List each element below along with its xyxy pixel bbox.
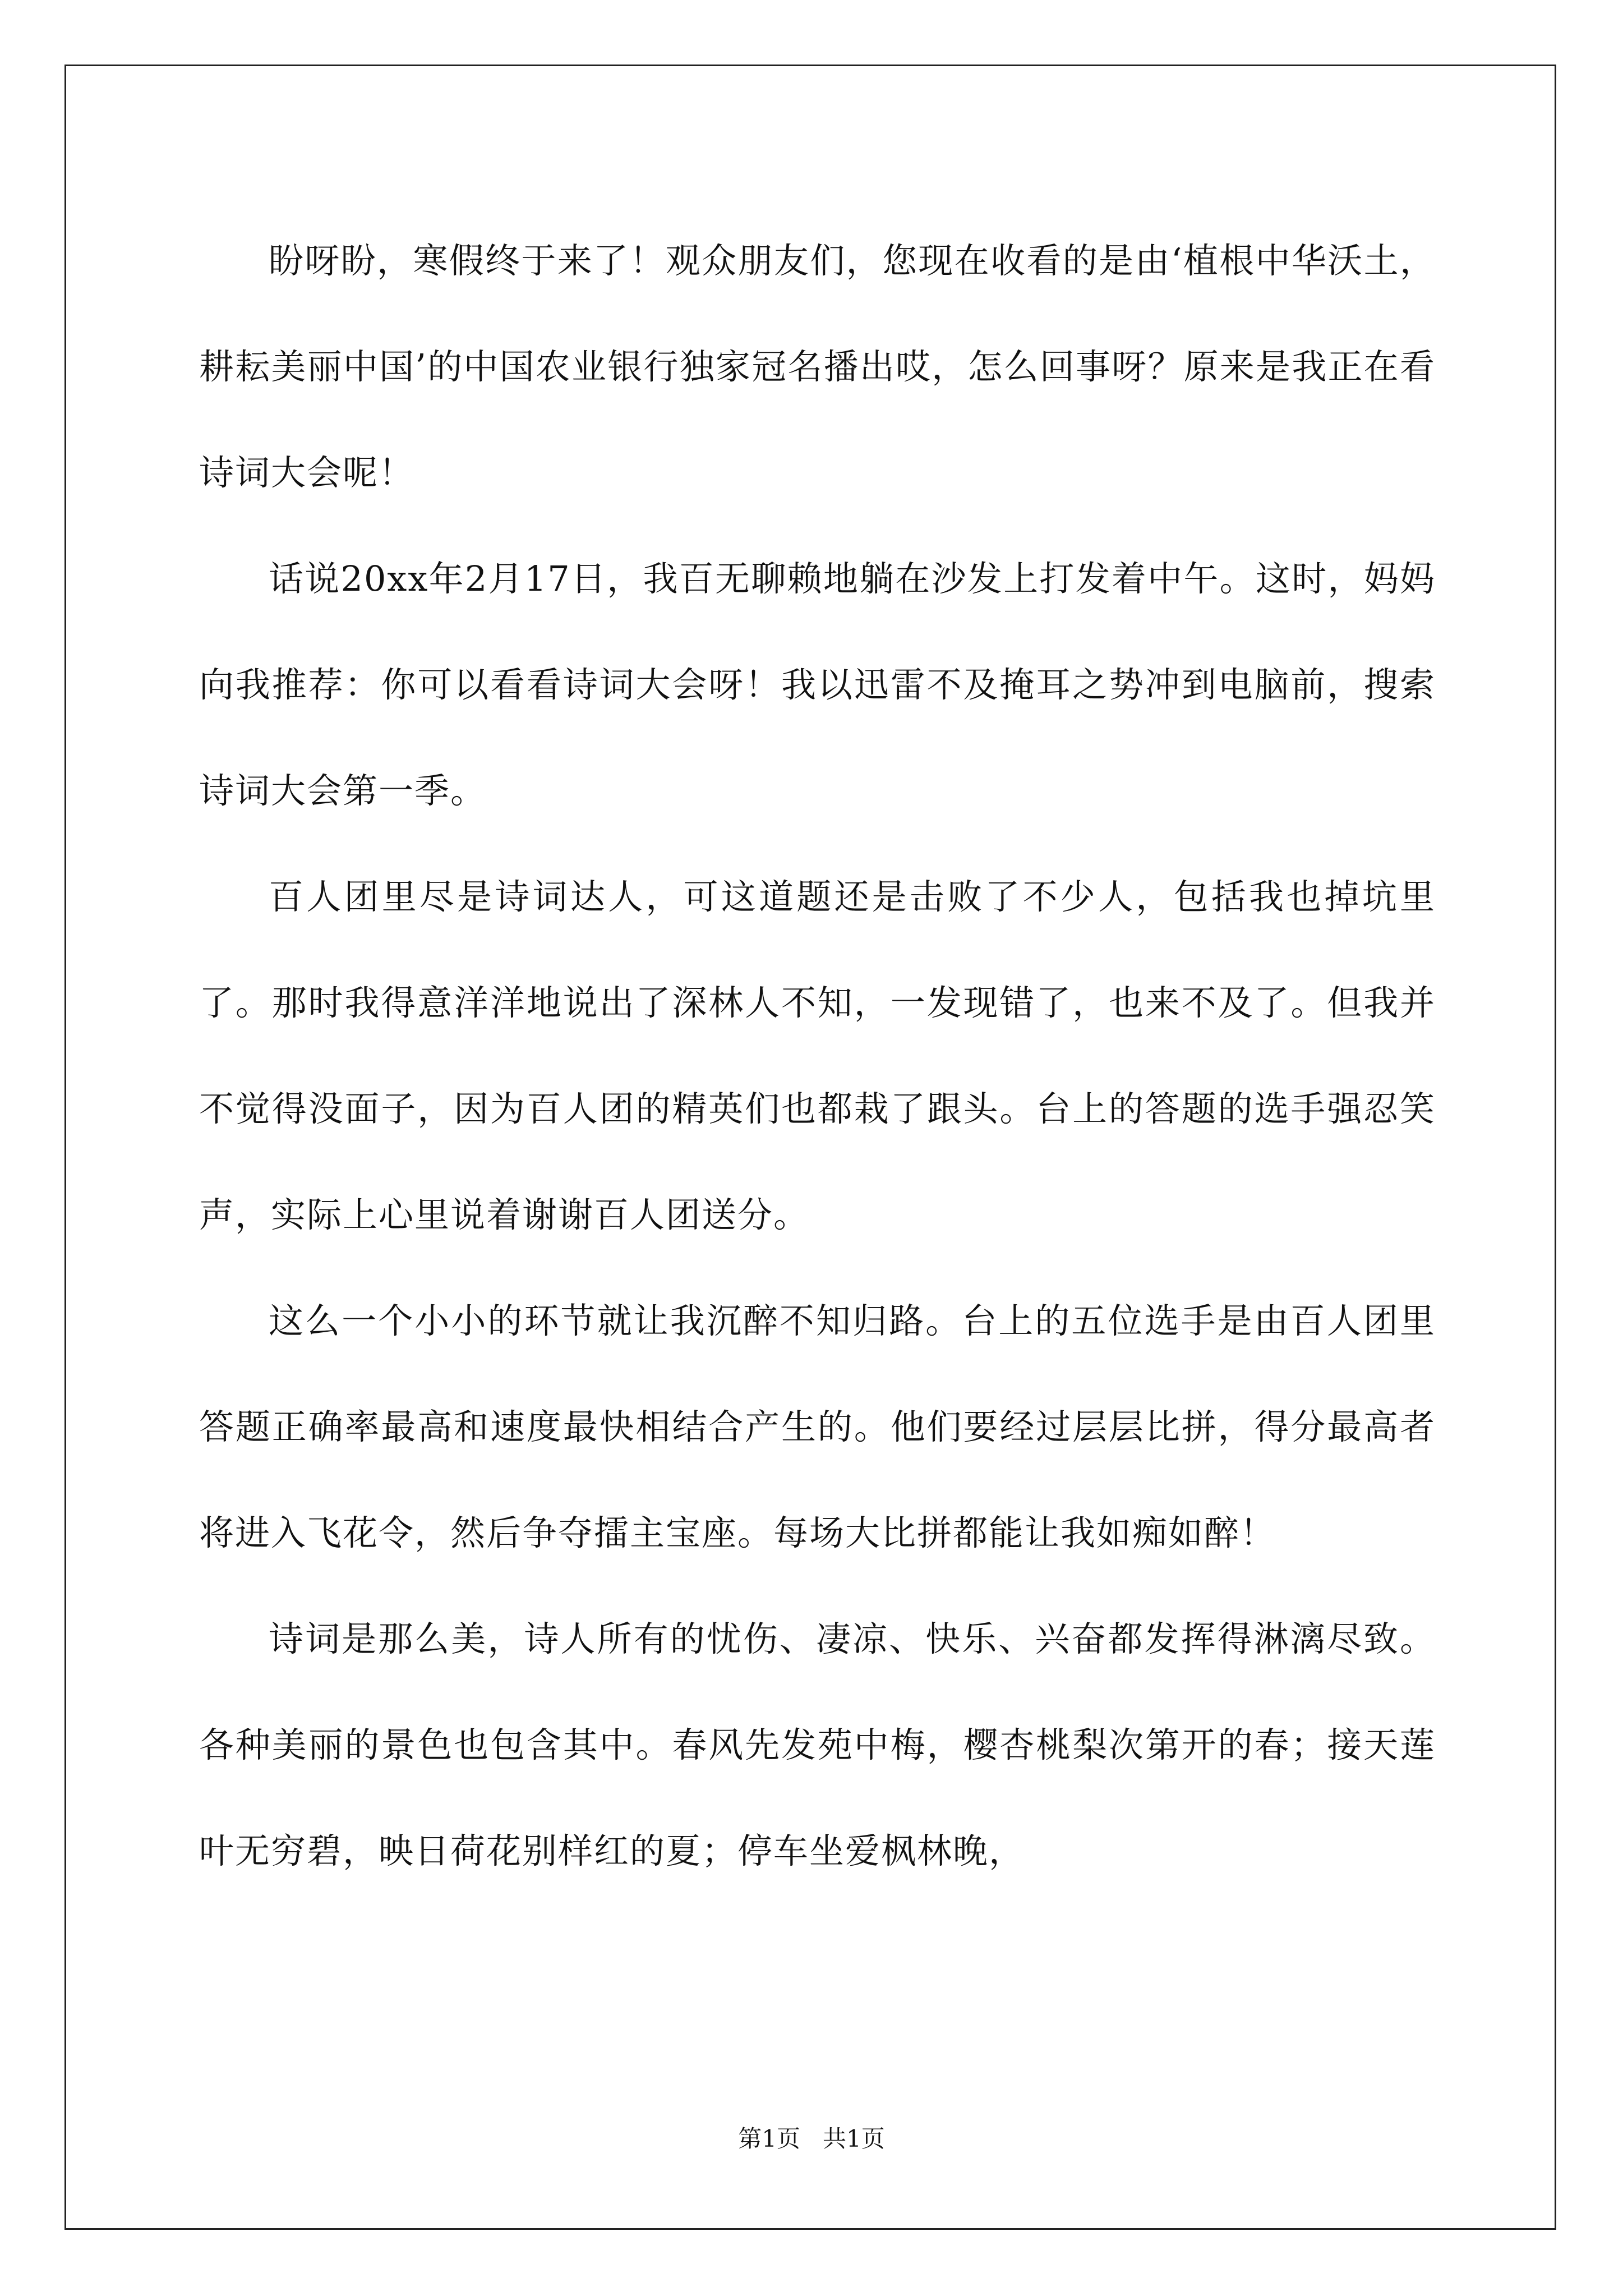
paragraph-2: 话说20xx年2月17日，我百无聊赖地躺在沙发上打发着中午。这时，妈妈向我推荐：你可以看看诗词大会呀！我以迅雷不及掩耳之势冲到电脑前，搜索诗词大会第一季。 bbox=[199, 558, 1436, 811]
paragraph-5: 诗词是那么美，诗人所有的忧伤、凄凉、快乐、兴奋都发挥得淋漓尽致。各种美丽的景色也包含其中。春风先发苑中梅，樱杏桃梨次第开的春；接天莲叶无穷碧，映日荷花别样红的夏；停车坐爱枫林晚， bbox=[199, 1618, 1436, 1871]
page-footer bbox=[0, 2120, 1623, 2154]
page-total: 共1页 bbox=[823, 2125, 885, 2152]
page-number: 第1页 bbox=[738, 2125, 800, 2152]
paragraph-3: 百人团里尽是诗词达人，可这道题还是击败了不少人，包括我也掉坑里了。那时我得意洋洋地说出了深林人不知，一发现错了，也来不及了。但我并不觉得没面子，因为百人团的精英们也都栽了跟头。台上的答题的选手强忍笑声，实际上心里说着谢谢百人团送分。 bbox=[199, 876, 1436, 1235]
paragraph-1: 盼呀盼，寒假终于来了！观众朋友们，您现在收看的是由‘植根中华沃土，耕耘美丽中国’的中国农业银行独家冠名播出哎，怎么回事呀？原来是我正在看诗词大会呢！ bbox=[199, 240, 1436, 493]
paragraph-4: 这么一个小小的环节就让我沉醉不知归路。台上的五位选手是由百人团里答题正确率最高和速度最快相结合产生的。他们要经过层层比拼，得分最高者将进入飞花令，然后争夺擂主宝座。每场大比拼都能让我如痴如醉！ bbox=[199, 1300, 1436, 1553]
document-body bbox=[199, 208, 1436, 1904]
